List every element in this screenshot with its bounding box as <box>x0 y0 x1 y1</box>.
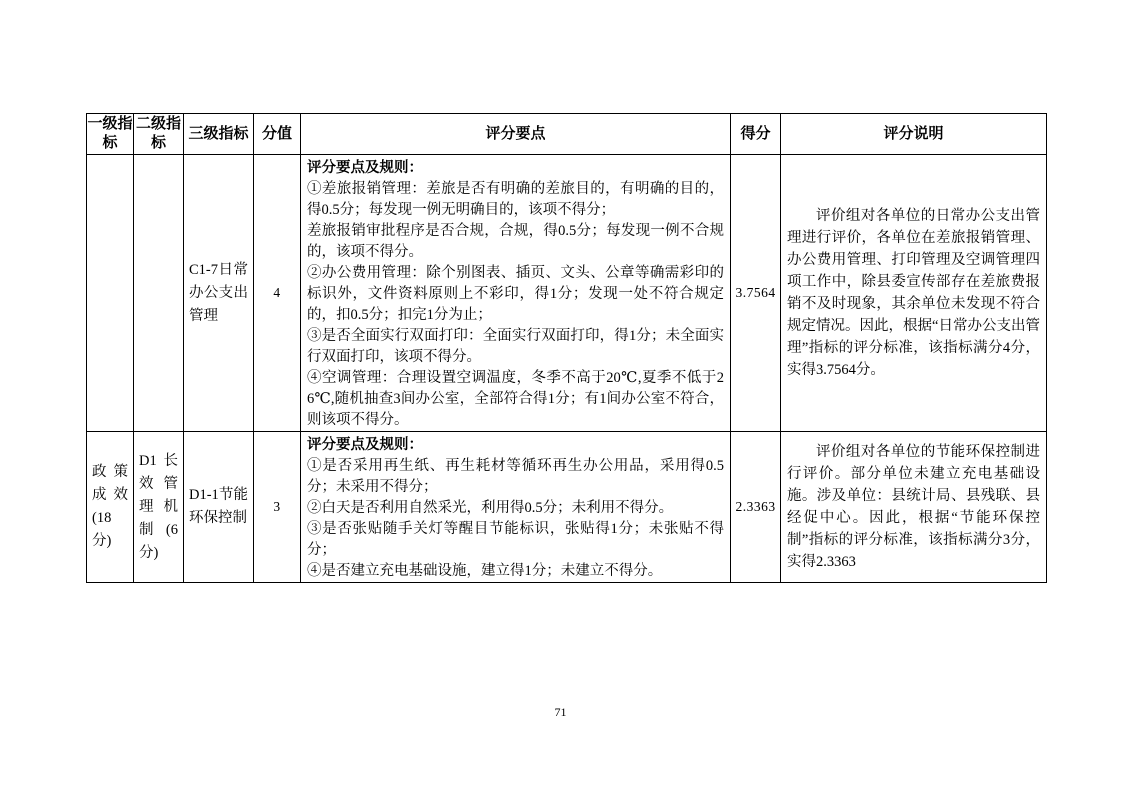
evaluation-table <box>86 113 1047 583</box>
cell-score: 2.3363 <box>731 432 781 583</box>
points-paragraph: ④是否建立充电基础设施，建立得1分；未建立不得分。 <box>307 563 663 579</box>
header-score-value: 分值 <box>254 114 301 155</box>
points-paragraph: ③是否全面实行双面打印：全面实行双面打印，得1分；未全面实行双面打印，该项不得分。 <box>307 328 724 365</box>
header-score: 得分 <box>731 114 781 155</box>
points-paragraph: ④空调管理：合理设置空调温度，冬季不高于20℃,夏季不低于26℃,随机抽查3间办公室，全部符合得1分；有1间办公室不符合，则该项不得分。 <box>307 370 724 428</box>
explanation-text: 评价组对各单位的节能环保控制进行评价。部分单位未建立充电基础设施。涉及单位：县统计局、县残联、县经促中心。因此，根据“节能环保控制”指标的评分标准，该指标满分3分，实得2.3363 <box>787 444 1040 570</box>
header-scoring-points: 评分要点 <box>301 114 731 155</box>
points-title: 评分要点及规则： <box>307 160 423 176</box>
cell-scoring-points <box>301 155 731 432</box>
explanation-text: 评价组对各单位的日常办公支出管理进行评价，各单位在差旅报销管理、办公费用管理、打印管理及空调管理四项工作中，除县委宣传部存在差旅费报销不及时现象，其余单位未发现不符合规定情况。因此，根据“日常办公支出管理”指标的评分标准，该指标满分4分，实得3.7564分。 <box>787 208 1040 378</box>
points-paragraph: ②白天是否利用自然采光，利用得0.5分；未利用不得分。 <box>307 500 674 516</box>
cell-level3-indicator <box>184 155 254 432</box>
cell-score-value: 3 <box>254 432 301 583</box>
points-title: 评分要点及规则： <box>307 437 423 453</box>
points-paragraph: ①是否采用再生纸、再生耗材等循环再生办公用品，采用得0.5分；未采用不得分； <box>307 458 724 495</box>
cell-level3-indicator <box>184 432 254 583</box>
cell-level2-indicator <box>134 155 184 432</box>
level2-text: D1长效管理机制(6分) <box>139 452 178 561</box>
cell-score: 3.7564 <box>731 155 781 432</box>
points-paragraph: ③是否张贴随手关灯等醒目节能标识，张贴得1分；未张贴不得分； <box>307 521 724 558</box>
table-header-row <box>87 114 1047 155</box>
cell-level1-indicator <box>87 432 134 583</box>
page-number: 71 <box>554 705 567 719</box>
points-paragraph: 差旅报销审批程序是否合规，合规，得0.5分；每发现一例不合规的，该项不得分。 <box>307 223 724 260</box>
level3-text: D1-1节能环保控制 <box>189 487 248 526</box>
cell-level2-indicator <box>134 432 184 583</box>
table-row-c1-7 <box>87 155 1047 432</box>
level1-text: 政策成效(18分) <box>92 464 128 549</box>
table-row-d1-1 <box>87 432 1047 583</box>
cell-score-explanation <box>781 432 1047 583</box>
cell-score-explanation <box>781 155 1047 432</box>
cell-scoring-points <box>301 432 731 583</box>
header-level2-indicator: 二级指标 <box>134 114 184 155</box>
header-level1-indicator: 一级指标 <box>87 114 134 155</box>
cell-level1-indicator <box>87 155 134 432</box>
header-score-explanation: 评分说明 <box>781 114 1047 155</box>
points-paragraph: ②办公费用管理：除个别图表、插页、文头、公章等确需彩印的标识外，文件资料原则上不彩印，得1分；发现一处不符合规定的，扣0.5分；扣完1分为止； <box>307 265 724 323</box>
level3-text: C1-7日常办公支出管理 <box>189 261 248 324</box>
points-paragraph: ①差旅报销管理：差旅是否有明确的差旅目的，有明确的目的，得0.5分；每发现一例无明确目的，该项不得分； <box>307 181 724 218</box>
cell-score-value: 4 <box>254 155 301 432</box>
header-level3-indicator: 三级指标 <box>184 114 254 155</box>
